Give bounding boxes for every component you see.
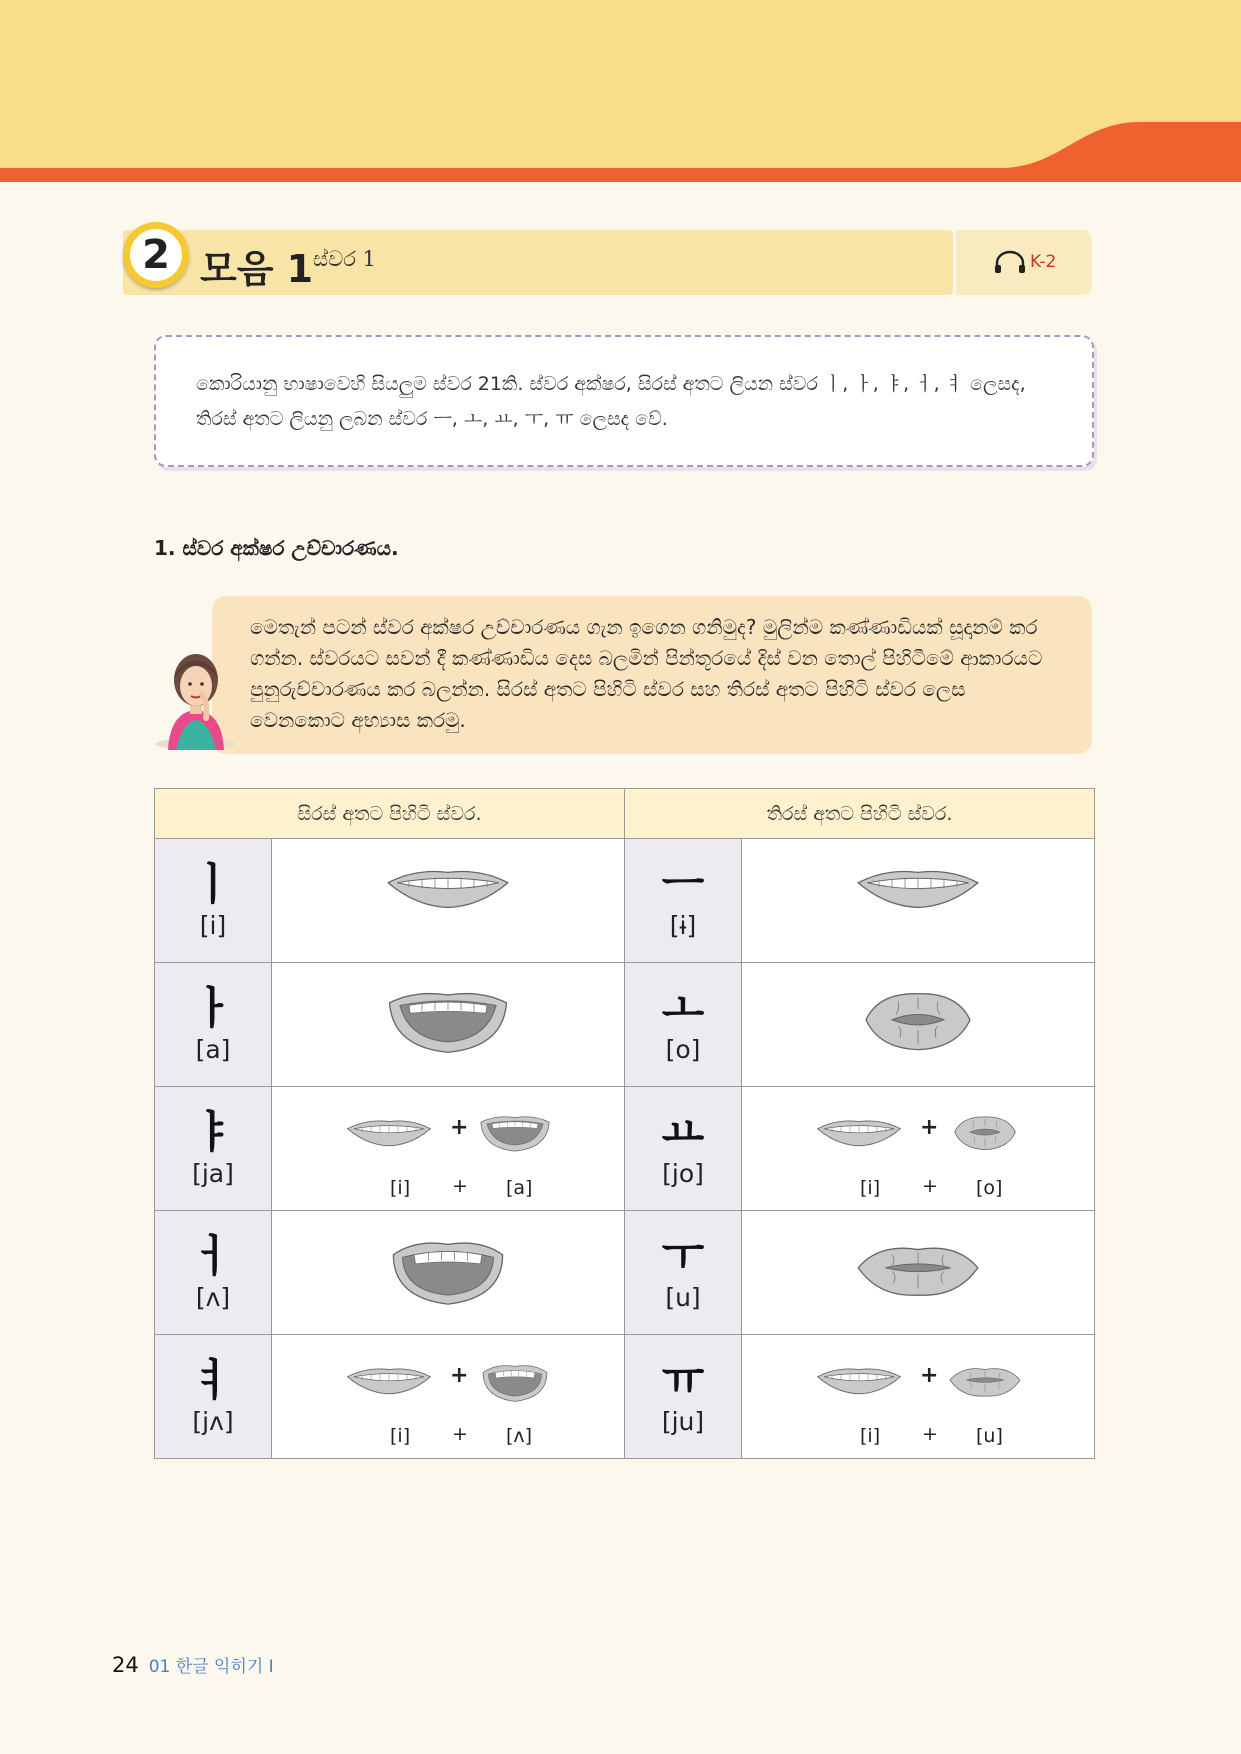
plus-sign: + <box>922 1422 938 1445</box>
page-number: 24 <box>112 1653 139 1677</box>
table-header-horizontal: තිරස් අතට පිහිටි ස්වර. <box>625 789 1095 839</box>
left-vowel-cell <box>155 963 272 1087</box>
mouth-combo <box>272 1347 624 1447</box>
right-vowel-cell <box>625 1335 742 1459</box>
table-row <box>155 1087 1095 1211</box>
mouth-combo <box>742 1347 1094 1447</box>
section-number-badge <box>123 222 189 288</box>
left-vowel-cell <box>155 1087 272 1211</box>
vowel-ipa: [a] <box>195 1035 231 1064</box>
vowel-letter: ㅑ <box>191 1107 235 1158</box>
vowel-ipa: [jo] <box>662 1159 704 1188</box>
vowel-letter: ㅠ <box>661 1355 705 1406</box>
mouth-shape-icon <box>853 1293 983 1312</box>
combo-label-a: [i] <box>860 1424 881 1447</box>
plus-sign: + <box>450 1362 469 1388</box>
right-vowel-cell <box>625 963 742 1087</box>
combo-label-b: [a] <box>506 1176 533 1199</box>
page-subtitle: ස්වර 1 <box>313 247 376 271</box>
mouth-shape-icon <box>383 921 513 940</box>
table-row <box>155 1211 1095 1335</box>
vowel-ipa: [o] <box>665 1035 701 1064</box>
instruction-text: මෙතැන් පටන් ස්වර අක්ෂර උච්චාරණය ගැන ඉගෙන ගනිමුද? මුලින්ම කණ්ණාඩියක් සූදානම් කර ගන්න. ස්වරයට සවන් දී කණ්ණාඩිය දෙස බලමින් පින්තූරයේ දිස් වන තොල් පිහිටීමේ ආකාරයට පුනුරුච්චාරණය කර බලන්න. සිරස් අතට පිහිටි ස්වර සහ තිරස් අතට පිහිටි ස්වර ලෙස වෙනකොට අභ්‍යාස කරමු. <box>250 615 1043 732</box>
plus-sign: + <box>920 1362 939 1388</box>
plus-sign: + <box>920 1114 939 1140</box>
mouth-shape-icon <box>344 1115 434 1169</box>
right-vowel-cell <box>625 1087 742 1211</box>
mouth-shape-icon <box>477 1103 553 1169</box>
combo-label-a: [i] <box>390 1176 411 1199</box>
mouth-shape-icon <box>383 1045 513 1064</box>
plus-sign: + <box>452 1422 468 1445</box>
audio-track-button[interactable] <box>993 250 1056 274</box>
combo-label-b: [o] <box>976 1176 1003 1199</box>
vowel-letter: ㅗ <box>661 983 705 1034</box>
mouth-shape-icon <box>344 1363 434 1417</box>
right-vowel-cell <box>625 839 742 963</box>
header-banner <box>0 0 1241 182</box>
section-heading-number: 1. <box>154 536 176 560</box>
vowel-letter: ㅛ <box>661 1107 705 1158</box>
vowel-letter: ㅕ <box>191 1355 235 1406</box>
vowel-ipa: [ʌ] <box>195 1283 231 1312</box>
info-box <box>154 335 1094 467</box>
vowel-ipa: [u] <box>665 1283 701 1312</box>
instruction-bubble <box>212 596 1092 754</box>
info-line-1: කොරියානු භාෂාවෙහි සියලුම ස්වර 21කි. ස්වර අක්ෂර, සිරස් අතට ලියන ස්වර ㅣ, ㅏ, ㅑ, ㅓ, ㅕ ලෙසද, <box>196 373 1026 395</box>
combo-label-a: [i] <box>860 1176 881 1199</box>
mouth-combo <box>742 1099 1094 1199</box>
table-row <box>155 1335 1095 1459</box>
right-mouth-cell <box>742 963 1095 1087</box>
headphones-icon <box>993 250 1027 274</box>
section-heading-text: ස්වර අක්ෂර උච්චාරණය. <box>182 536 399 560</box>
vowel-ipa: [ja] <box>192 1159 234 1188</box>
vowel-letter: ㅓ <box>191 1231 235 1282</box>
combo-label-b: [ʌ] <box>506 1424 533 1447</box>
vowel-ipa: [ju] <box>661 1407 705 1436</box>
plus-sign: + <box>450 1114 469 1140</box>
vowel-letter: ㅡ <box>661 859 705 910</box>
vowel-ipa: [ɨ] <box>669 911 697 940</box>
mouth-shape-icon <box>814 1363 904 1417</box>
mouth-shape-icon <box>947 1351 1023 1417</box>
table-header-vertical: සිරස් අතට පිහිටි ස්වර. <box>155 789 625 839</box>
page-title: 모음 1 <box>200 247 314 291</box>
right-mouth-cell <box>742 839 1095 963</box>
mouth-shape-icon <box>853 1045 983 1064</box>
left-mouth-cell <box>272 1087 625 1211</box>
info-text <box>196 367 1066 437</box>
vowel-ipa: [jʌ] <box>192 1407 234 1436</box>
left-mouth-cell <box>272 1211 625 1335</box>
right-mouth-cell <box>742 1335 1095 1459</box>
vowel-letter: ㅏ <box>191 983 235 1034</box>
mouth-shape-icon <box>383 1293 513 1312</box>
mouth-shape-icon <box>947 1103 1023 1169</box>
info-line-2: තිරස් අතට ලියනු ලබන ස්වර ㅡ, ㅗ, ㅛ, ㅜ, ㅠ ලෙසද වේ. <box>196 408 668 430</box>
page-footer <box>112 1652 274 1677</box>
left-vowel-cell <box>155 1211 272 1335</box>
left-mouth-cell <box>272 963 625 1087</box>
right-vowel-cell <box>625 1211 742 1335</box>
left-mouth-cell <box>272 839 625 963</box>
mouth-shape-icon <box>814 1115 904 1169</box>
mouth-combo <box>272 1099 624 1199</box>
mouth-shape-icon <box>853 921 983 940</box>
table-row <box>155 963 1095 1087</box>
section-number: 2 <box>130 229 182 281</box>
footer-breadcrumb: 01 한글 익히기 Ⅰ <box>148 1657 274 1677</box>
left-mouth-cell <box>272 1335 625 1459</box>
combo-label-a: [i] <box>390 1424 411 1447</box>
vowel-letter: ㅣ <box>191 859 235 910</box>
vowel-ipa: [i] <box>199 911 227 940</box>
combo-label-b: [u] <box>976 1424 1003 1447</box>
table-row <box>155 839 1095 963</box>
right-mouth-cell <box>742 1211 1095 1335</box>
mouth-shape-icon <box>477 1351 553 1417</box>
left-vowel-cell <box>155 839 272 963</box>
vowel-letter: ㅜ <box>661 1231 705 1282</box>
section-heading <box>154 536 399 560</box>
right-mouth-cell <box>742 1087 1095 1211</box>
plus-sign: + <box>452 1174 468 1197</box>
plus-sign: + <box>922 1174 938 1197</box>
audio-track-label: K-2 <box>1030 252 1057 272</box>
teacher-illustration <box>156 640 236 750</box>
left-vowel-cell <box>155 1335 272 1459</box>
vowel-table <box>154 788 1095 1459</box>
